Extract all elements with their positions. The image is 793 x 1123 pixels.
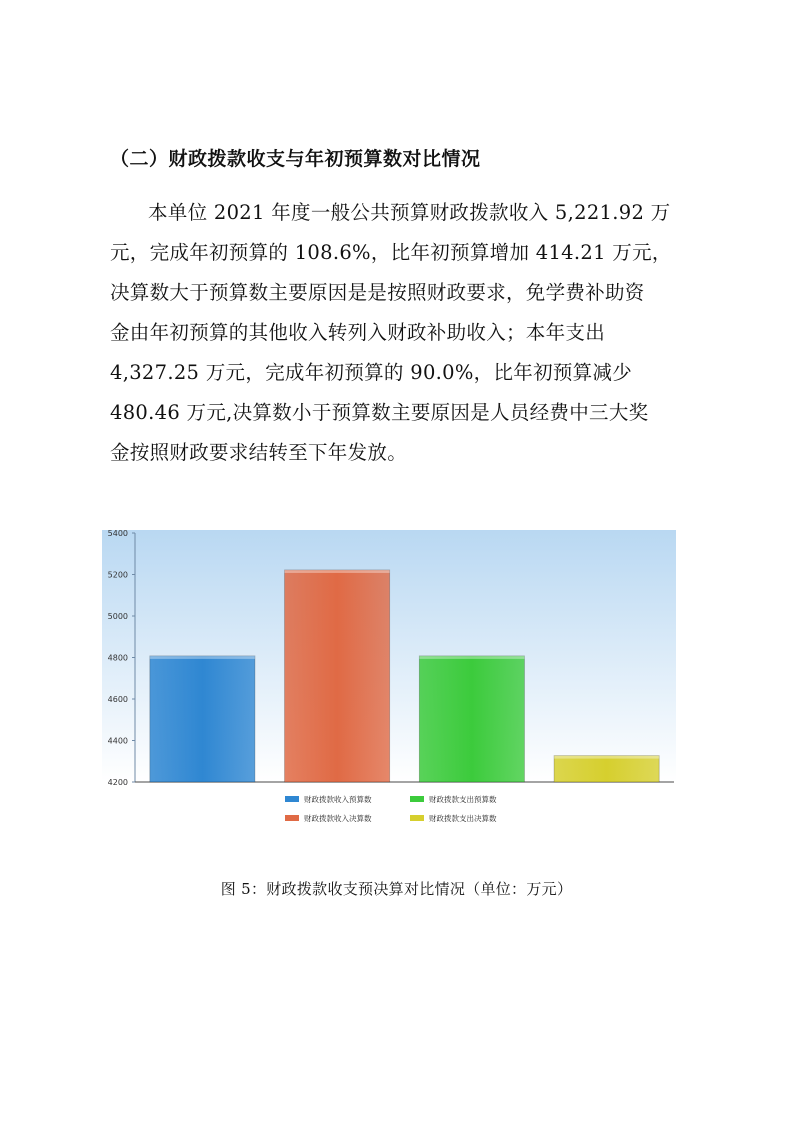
y-tick-label: 4800	[107, 653, 128, 663]
y-tick-label: 4400	[107, 736, 128, 746]
bar-highlight	[285, 570, 390, 573]
legend-label: 财政拨款支出决算数	[429, 814, 497, 823]
paragraph-line: 金按照财政要求结转至下年发放。	[110, 441, 408, 464]
section-heading: （二）财政拨款收支与年初预算数对比情况	[110, 148, 481, 170]
bar	[150, 656, 255, 782]
bar-highlight	[419, 656, 524, 659]
legend-swatch	[410, 815, 424, 821]
y-tick-label: 5200	[107, 570, 128, 580]
legend-swatch	[285, 815, 299, 821]
y-tick-label: 5400	[107, 529, 128, 538]
bar-highlight	[554, 756, 659, 759]
bar-chart-svg	[100, 524, 678, 823]
bar-highlight	[150, 656, 255, 659]
y-tick-label: 4200	[107, 778, 128, 787]
paragraph-line: 本单位 2021 年度一般公共预算财政拨款收入 5,221.92 万	[148, 201, 671, 224]
paragraph-line: 决算数大于预算数主要原因是是按照财政要求，免学费补助资	[110, 281, 645, 304]
paragraph-line: 元，完成年初预算的 108.6%，比年初预算增加 414.21 万元，	[110, 241, 672, 264]
paragraph-line: 4,327.25 万元，完成年初预算的 90.0%，比年初预算减少	[110, 361, 633, 384]
bar-chart	[100, 524, 678, 823]
legend-label: 财政拨款收入决算数	[304, 814, 372, 823]
bar	[285, 570, 390, 782]
bar	[419, 656, 524, 782]
paragraph-line: 金由年初预算的其他收入转列入财政补助收入；本年支出	[110, 321, 606, 344]
y-tick-label: 5000	[107, 612, 128, 621]
figure-caption: 图 5：财政拨款收支预决算对比情况（单位：万元）	[220, 880, 573, 898]
paragraph-line: 480.46 万元,决算数小于预算数主要原因是人员经费中三大奖	[110, 401, 649, 424]
legend-swatch	[410, 796, 424, 802]
legend-label: 财政拨款收入预算数	[304, 795, 372, 804]
legend-label: 财政拨款支出预算数	[429, 795, 497, 804]
y-tick-label: 4600	[107, 695, 128, 704]
bar	[554, 756, 659, 782]
legend-swatch	[285, 796, 299, 802]
